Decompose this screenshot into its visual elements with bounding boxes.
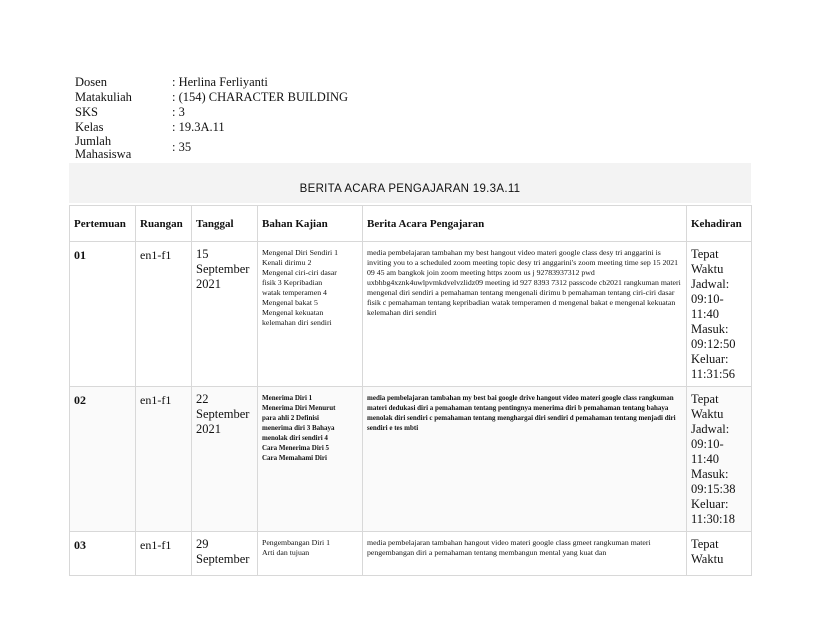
title-band: [69, 163, 751, 203]
jumlah-value: : 35: [172, 140, 192, 154]
bap-table: [69, 205, 752, 576]
cell-bahan-kajian: Mengenal Diri Sendiri 1 Kenali dirimu 2 Mengenal ciri-ciri dasar fisik 3 Kepribadian watak temperamen 4 Mengenal bakat 5 Mengenal kekuatan kelemahan diri sendiri: [258, 242, 363, 387]
header-ruangan: Ruangan: [136, 206, 192, 242]
dosen-label: Dosen: [75, 75, 107, 89]
cell-tanggal: 15 September 2021: [192, 242, 258, 387]
dosen-value: : Herlina Ferliyanti: [172, 75, 268, 89]
cell-berita-acara: media pembelajaran tambahan my best hangout video materi google class desy tri anggarini is inviting you to a scheduled zoom meeting topic desy tri anggarini's zoom meeting time sep 15 2021 09 45 am bangkok join zoom meeting https zoom us j 92783937312 pwd uxbhbg4xznk4uwlpvmkdvelvzlidz09 meeting id 927 8393 7312 passcode cb2021 rangkuman materi mengenal diri sendiri a pemahaman tentang mengenali dirimu b pemahaman tentang ciri-ciri dasar fisik c pemahaman tentang kepribadian watak temperamen d mengenal bakat e mengenal kekuatan kelemahan diri sendiri: [363, 242, 687, 387]
jumlah-label-line2: Mahasiswa: [75, 147, 132, 161]
table-row: [70, 242, 752, 387]
cell-ruangan: en1-f1: [136, 387, 192, 532]
table-header-row: [70, 206, 752, 242]
cell-tanggal: 22 September 2021: [192, 387, 258, 532]
cell-ruangan: en1-f1: [136, 532, 192, 576]
cell-berita-acara: media pembelajaran tambahan hangout video materi google class gmeet rangkuman materi pengembangan diri a pemahaman tentang membangun mental yang kuat dan: [363, 532, 687, 576]
jumlah-label: [75, 135, 170, 161]
cell-kehadiran: Tepat Waktu Jadwal: 09:10- 11:40 Masuk: 09:12:50 Keluar: 11:31:56: [687, 242, 752, 387]
cell-bahan-kajian: Pengembangan Diri 1 Arti dan tujuan: [258, 532, 363, 576]
cell-kehadiran: Tepat Waktu Jadwal: 09:10- 11:40 Masuk: 09:15:38 Keluar: 11:30:18: [687, 387, 752, 532]
header-berita-acara: Berita Acara Pengajaran: [363, 206, 687, 242]
kelas-label: Kelas: [75, 120, 104, 134]
jumlah-label-line1: Jumlah: [75, 134, 112, 148]
cell-pertemuan: 02: [70, 387, 136, 532]
page-title: BERITA ACARA PENGAJARAN 19.3A.11: [299, 183, 521, 195]
cell-ruangan: en1-f1: [136, 242, 192, 387]
cell-tanggal: 29 September: [192, 532, 258, 576]
cell-kehadiran: Tepat Waktu: [687, 532, 752, 576]
header-pertemuan: Pertemuan: [70, 206, 136, 242]
kelas-value: : 19.3A.11: [172, 120, 225, 134]
sks-value: : 3: [172, 105, 185, 119]
sks-label: SKS: [75, 105, 98, 119]
cell-berita-acara: media pembelajaran tambahan my best bai google drive hangout video materi google class rangkuman materi dedukasi diri a pemahaman tentang pentingnya menerima diri b pemahaman tentang bahaya menolak diri sendiri c pemahaman tentang menghargai diri sendiri d pemahaman tentang menjadi diri sendiri e tes mbti: [363, 387, 687, 532]
cell-bahan-kajian: Menerima Diri 1 Menerima Diri Menurut para ahli 2 Definisi menerima diri 3 Bahaya menolak diri sendiri 4 Cara Menerima Diri 5 Cara Memahami Diri: [258, 387, 363, 532]
table-row: [70, 387, 752, 532]
cell-pertemuan: 01: [70, 242, 136, 387]
matakuliah-label: Matakuliah: [75, 90, 132, 104]
cell-pertemuan: 03: [70, 532, 136, 576]
matakuliah-value: : (154) CHARACTER BUILDING: [172, 90, 349, 104]
header-bahan-kajian: Bahan Kajian: [258, 206, 363, 242]
header-tanggal: Tanggal: [192, 206, 258, 242]
header-kehadiran: Kehadiran: [687, 206, 752, 242]
table-row: [70, 532, 752, 576]
